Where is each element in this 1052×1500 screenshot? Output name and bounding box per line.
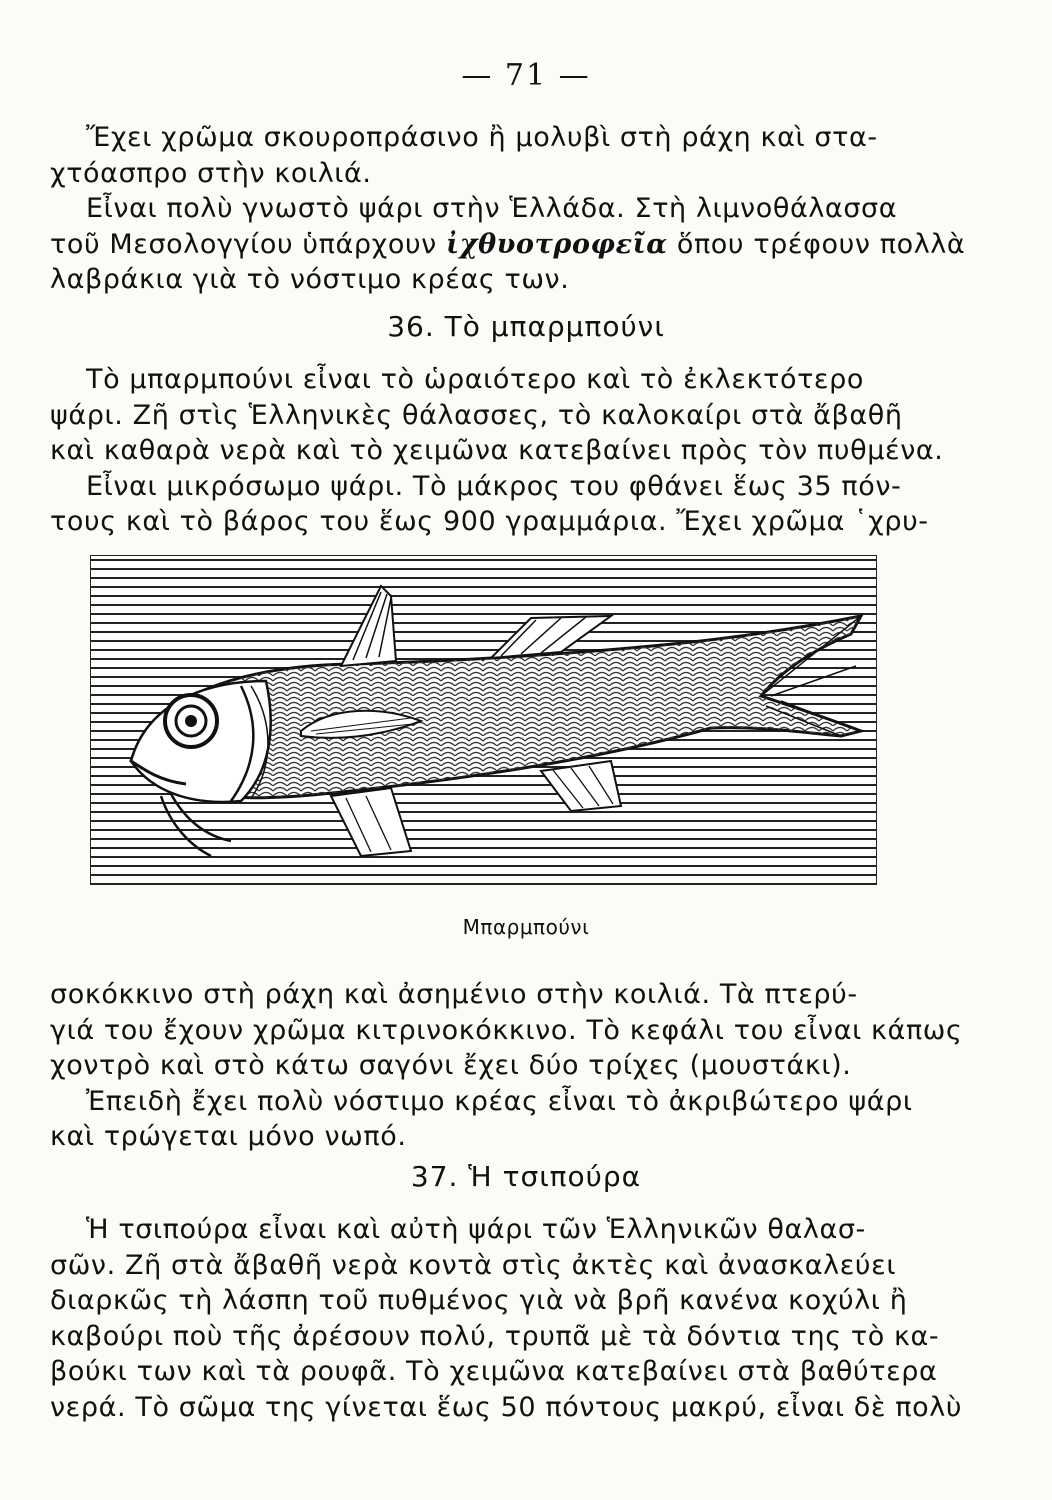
text-line: βούκι των καὶ τὰ ρουφᾶ. Τὸ χειμῶνα κατεβαίνει στὰ βαθύτερα: [50, 1356, 938, 1387]
text-line: [50, 227, 966, 263]
text-fragment: τοῦ Μεσολογγίου ὑπάρχουν: [50, 228, 437, 260]
figure-caption: Μπαρμπούνι: [462, 915, 590, 939]
text-line: χοντρὸ καὶ στὸ κάτω σαγόνι ἔχει δύο τρίχες (μουστάκι).: [50, 1050, 852, 1081]
text-line: σοκόκκινο στὴ ράχη καὶ ἀσημένιο στὴν κοιλιά. Τὰ πτερύ-: [50, 979, 858, 1010]
fish-illustration: [90, 555, 877, 885]
text-line: Εἶναι πολὺ γνωστὸ ψάρι στὴν Ἑλλάδα. Στὴ λιμνοθάλασσα: [86, 193, 898, 224]
text-line: Ἐπειδὴ ἔχει πολὺ νόστιμο κρέας εἶναι τὸ ἀκριβώτερο ψάρι: [86, 1085, 913, 1117]
text-line: χτόασπρο στὴν κοιλιά.: [50, 157, 372, 189]
section-36-paragraph: [50, 362, 944, 540]
section-heading-37: 37. Ἡ τσιπούρα: [410, 1160, 642, 1193]
page-number: — 71 —: [461, 58, 591, 93]
section-36-continued: [50, 977, 963, 1155]
text-line: καὶ τρώγεται μόνο νωπό.: [50, 1121, 407, 1152]
section-heading-36: 36. Τὸ μπαρμπούνι: [387, 310, 665, 343]
text-line: ψάρι. Ζῆ στὶς Ἑλληνικὲς θάλασσες, τὸ καλοκαίρι στὰ ἄβαθῆ: [50, 399, 903, 431]
text-line: λαβράκια γιὰ τὸ νόστιμο κρέας των.: [50, 264, 570, 295]
text-line: διαρκῶς τὴ λάσπη τοῦ πυθμένος γιὰ νὰ βρῆ κανένα κοχύλι ἢ: [50, 1285, 908, 1316]
text-line: Ἔχει χρῶμα σκουροπράσινο ἢ μολυβὶ στὴ ράχη καὶ στα-: [86, 122, 878, 153]
text-line: σῶν. Ζῆ στὰ ἄβαθῆ νερὰ κοντὰ στὶς ἀκτὲς καὶ ἀνασκαλεύει: [50, 1249, 897, 1281]
text-line: καὶ καθαρὰ νερὰ καὶ τὸ χειμῶνα κατεβαίνει πρὸς τὸν πυθμένα.: [50, 435, 944, 466]
text-line: Ἡ τσιπούρα εἶναι καὶ αὐτὴ ψάρι τῶν Ἑλληνικῶν θαλασ-: [86, 1214, 866, 1245]
text-line: Τὸ μπαρμπούνι εἶναι τὸ ὡραιότερο καὶ τὸ ἐκλεκτότερο: [86, 364, 864, 395]
red-mullet-engraving: [91, 556, 876, 884]
text-line: νερά. Τὸ σῶμα της γίνεται ἕως 50 πόντους μακρύ, εἶναι δὲ πολὺ: [50, 1391, 963, 1423]
emphasis-term: ἰχθυοτροφεῖα: [446, 228, 668, 260]
text-line: καβούρι ποὺ τῆς ἀρέσουν πολύ, τρυπᾶ μὲ τὰ δόντια της τὸ κα-: [50, 1320, 940, 1352]
intro-paragraph: [50, 120, 966, 298]
text-fragment: ὅπου τρέφουν πολλὰ: [676, 228, 966, 260]
text-line: τους καὶ τὸ βάρος του ἕως 900 γραμμάρια. Ἔχει χρῶμα ῾χρυ-: [50, 506, 929, 537]
text-line: γιά του ἔχουν χρῶμα κιτρινοκόκκινο. Τὸ κεφάλι του εἶναι κάπως: [50, 1014, 963, 1046]
text-line: Εἶναι μικρόσωμο ψάρι. Τὸ μάκρος του φθάνει ἕως 35 πόν-: [86, 470, 902, 502]
section-37-paragraph: [50, 1212, 963, 1425]
